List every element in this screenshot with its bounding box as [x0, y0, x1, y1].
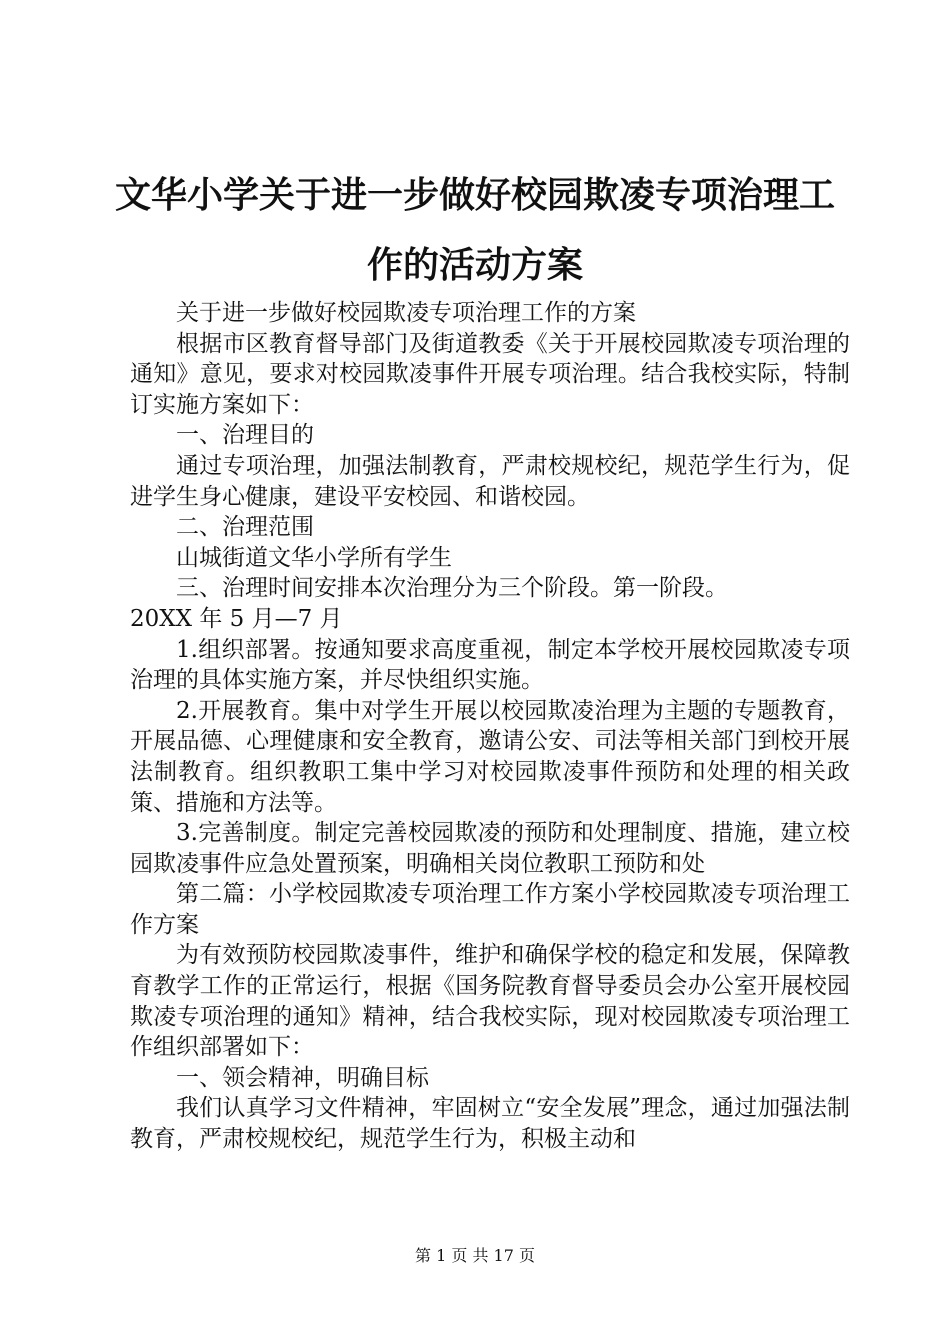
document-title: 文华小学关于进一步做好校园欺凌专项治理工作的活动方案 [114, 174, 835, 286]
section-heading: 一、领会精神，明确目标 [176, 1064, 429, 1091]
paragraph: 20XX 年 5 月—7 月 [130, 605, 343, 632]
paragraph: 三、治理时间安排本次治理分为三个阶段。第一阶段。 [176, 575, 728, 602]
section-heading: 一、治理目的 [176, 422, 314, 449]
document-body [130, 298, 850, 1155]
paragraph: 1.组织部署。按通知要求高度重视，制定本学校开展校园欺凌专项治理的具体实施方案，并尽快组织实施。 [130, 636, 850, 694]
paragraph: 关于进一步做好校园欺凌专项治理工作的方案 [176, 300, 636, 326]
page-footer: 第 1 页 共 17 页 [415, 1246, 535, 1265]
paragraph: 2.开展教育。集中对学生开展以校园欺凌治理为主题的专题教育，开展品德、心理健康和安全教育，邀请公安、司法等相关部门到校开展法制教育。组织教职工集中学习对校园欺凌事件预防和处理的相关政策、措施和方法等。 [130, 697, 850, 816]
paragraph: 我们认真学习文件精神，牢固树立“安全发展”理念，通过加强法制教育，严肃校规校纪，规范学生行为，积极主动和 [130, 1095, 850, 1153]
paragraph: 通过专项治理，加强法制教育，严肃校规校纪，规范学生行为，促进学生身心健康，建设平安校园、和谐校园。 [130, 452, 850, 510]
paragraph: 山城街道文华小学所有学生 [176, 544, 452, 571]
paragraph: 根据市区教育督导部门及街道教委《关于开展校园欺凌专项治理的通知》意见，要求对校园欺凌事件开展专项治理。结合我校实际，特制订实施方案如下： [130, 330, 850, 418]
paragraph: 第二篇：小学校园欺凌专项治理工作方案小学校园欺凌专项治理工作方案 [130, 881, 850, 938]
paragraph: 为有效预防校园欺凌事件，维护和确保学校的稳定和发展，保障教育教学工作的正常运行，根据《国务院教育督导委员会办公室开展校园欺凌专项治理的通知》精神，结合我校实际，现对校园欺凌专项治理工作组织部署如下： [130, 942, 850, 1061]
section-heading: 二、治理范围 [176, 514, 314, 541]
paragraph: 3.完善制度。制定完善校园欺凌的预防和处理制度、措施，建立校园欺凌事件应急处置预案，明确相关岗位教职工预防和处 [130, 820, 850, 877]
